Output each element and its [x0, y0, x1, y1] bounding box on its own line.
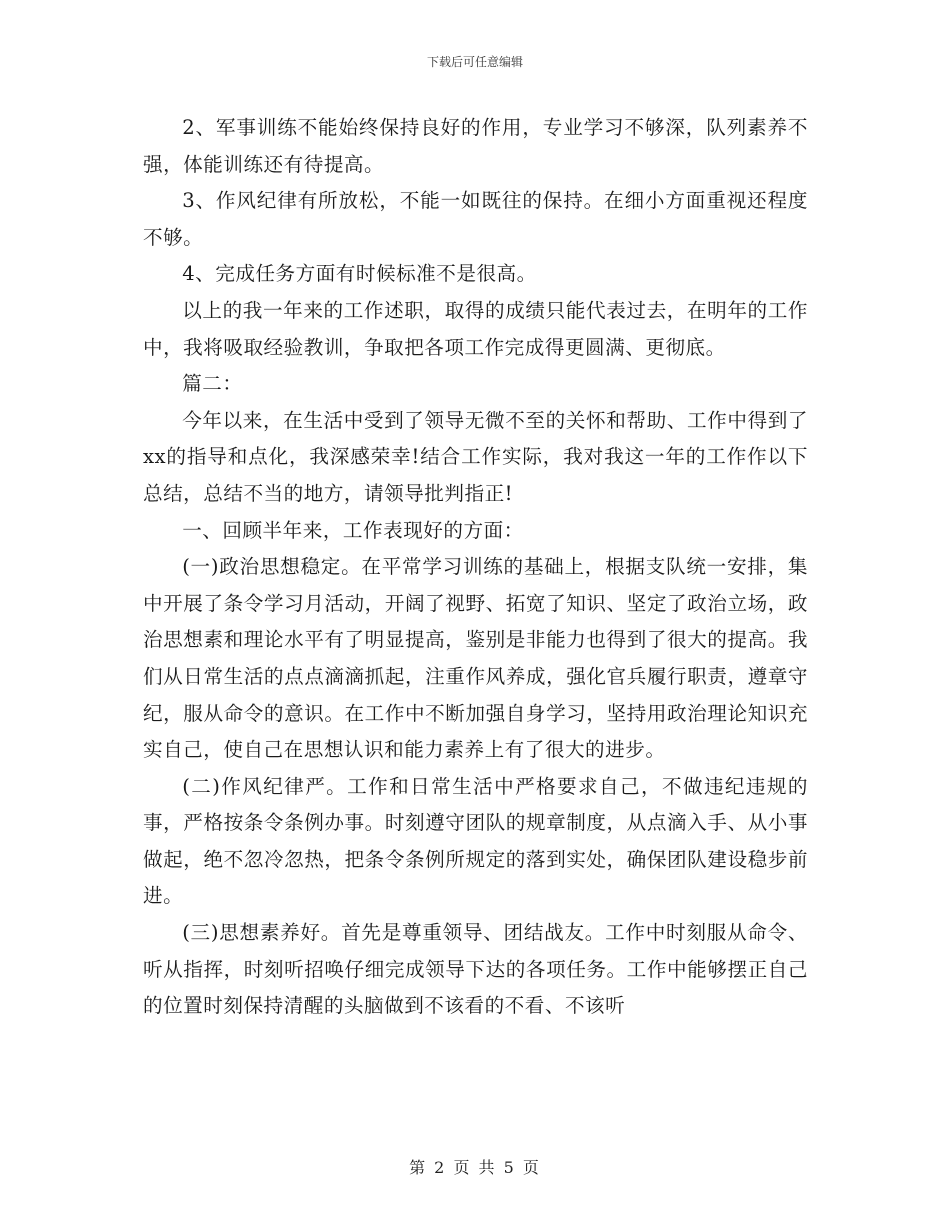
paragraph: 今年以来，在生活中受到了领导无微不至的关怀和帮助、工作中得到了xx的指导和点化，我深感荣幸!结合工作实际，我对我这一年的工作作以下总结，总结不当的地方，请领导批判指正! — [143, 408, 808, 505]
page-header: 下载后可任意编辑 — [426, 55, 523, 69]
paragraph: 以上的我一年来的工作述职，取得的成绩只能代表过去，在明年的工作中，我将吸取经验教训，争取把各项工作完成得更圆满、更彻底。 — [143, 298, 808, 359]
paragraph: (一)政治思想稳定。在平常学习训练的基础上，根据支队统一安排，集中开展了条令学习月活动，开阔了视野、拓宽了知识、坚定了政治立场，政治思想素和理论水平有了明显提高，鉴别是非能力也得到了很大的提高。我们从日常生活的点点滴滴抓起，注重作风养成，强化官兵履行职责，遵章守纪，服从命令的意识。在工作中不断加强自身学习，坚持用政治理论知识充实自己，使自己在思想认识和能力素养上有了很大的进步。 — [143, 555, 808, 762]
paragraph: 4、完成任务方面有时候标准不是很高。 — [182, 262, 537, 286]
section-heading: 篇二： — [182, 372, 243, 396]
paragraph: (三)思想素养好。首先是尊重领导、团结战友。工作中时刻服从命令、听从指挥，时刻听招唤仔细完成领导下达的各项任务。工作中能够摆正自己的位置时刻保持清醒的头脑做到不该看的不看、不该听 — [143, 921, 808, 1018]
section-heading: 一、回顾半年来，工作表现好的方面： — [182, 518, 524, 542]
page-number-footer: 第 2 页 共 5 页 — [409, 1158, 541, 1177]
paragraph: 3、作风纪律有所放松，不能一如既往的保持。在细小方面重视还程度不够。 — [143, 189, 808, 249]
paragraph: 2、军事训练不能始终保持良好的作用，专业学习不够深，队列素养不强，体能训练还有待提高。 — [143, 116, 808, 176]
document-body — [143, 110, 808, 1025]
paragraph: (二)作风纪律严。工作和日常生活中严格要求自己，不做违纪违规的事，严格按条令条例办事。时刻遵守团队的规章制度，从点滴入手、从小事做起，绝不忽冷忽热，把条令条例所规定的落到实处，确保团队建设稳步前进。 — [143, 774, 808, 908]
